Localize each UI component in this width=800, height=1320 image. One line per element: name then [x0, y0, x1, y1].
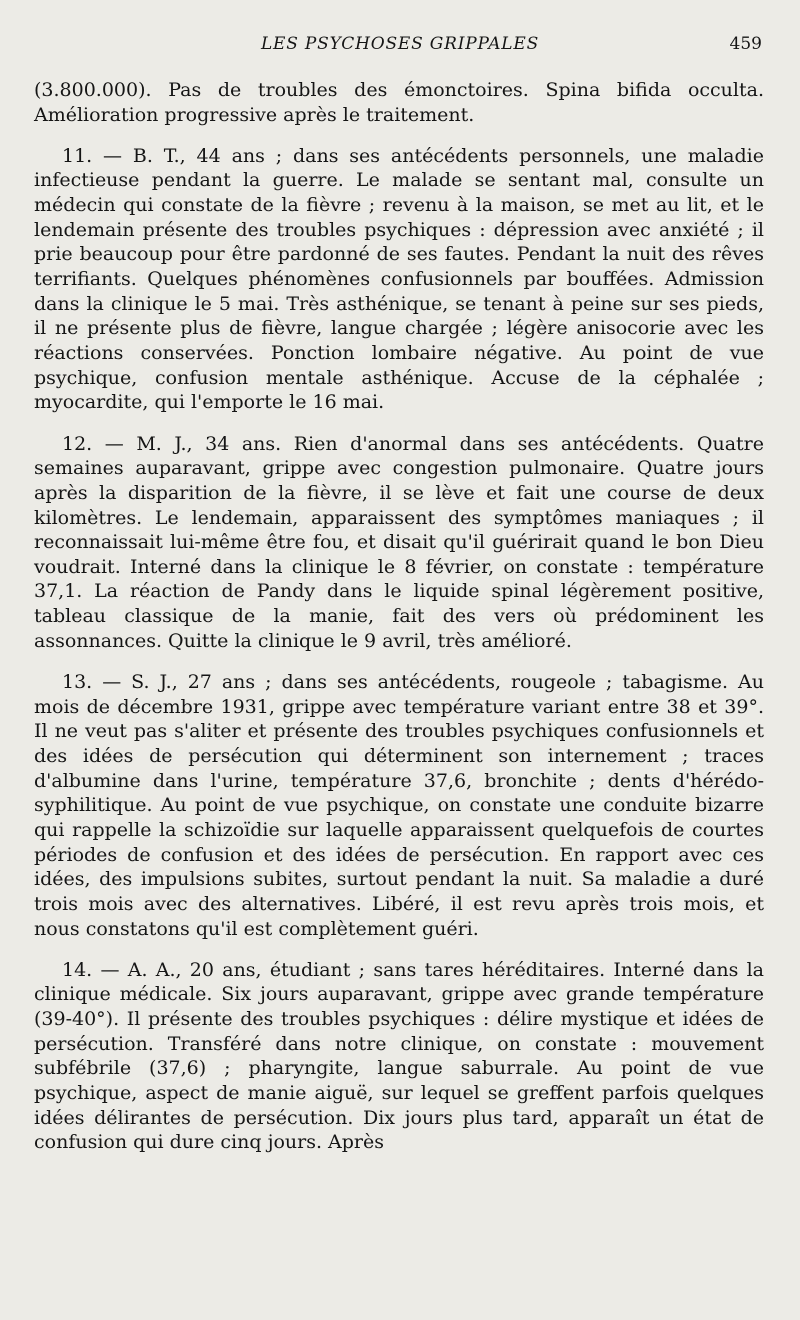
paragraph-case-13: 13. — S. J., 27 ans ; dans ses antécédents, rougeole ; tabagisme. Au mois de décembre 1931, grippe avec température variant entre 38 et 39°. Il ne veut pas s'aliter et présente des troubles psychiques confusionnels et des idées de persécution qui déterminent son internement ; traces d'albumine dans l'urine, température 37,6, bronchite ; dents d'hérédo-syphilitique. Au point de vue psychique, on constate une conduite bizarre qui rappelle la schizoïdie sur laquelle apparaissent quelquefois de courtes périodes de confusion et des idées de persécution. En rapport avec ces idées, des impulsions subites, surtout pendant la nuit. Sa maladie a duré trois mois avec des alternatives. Libéré, il est revu après trois mois, et nous constatons qu'il est complètement guéri. — [34, 670, 764, 940]
paragraph-case-14: 14. — A. A., 20 ans, étudiant ; sans tares héréditaires. Interné dans la clinique médicale. Six jours auparavant, grippe avec grande température (39-40°). Il présente des troubles psychiques : délire mystique et idées de persécution. Transféré dans notre clinique, on constate : mouvement subfébrile (37,6) ; pharyngite, langue saburrale. Au point de vue psychique, aspect de manie aiguë, sur lequel se greffent parfois quelques idées délirantes de persécution. Dix jours plus tard, apparaît un état de confusion qui dure cinq jours. Après — [34, 958, 764, 1154]
page-header — [36, 34, 764, 60]
running-title: LES PSYCHOSES GRIPPALES — [260, 34, 540, 54]
body-text — [34, 78, 764, 1155]
paragraph-continuation: (3.800.000). Pas de troubles des émonctoires. Spina bifida occulta. Amélioration progressive après le traitement. — [34, 79, 764, 126]
page-number: 459 — [729, 34, 762, 54]
paragraph-case-12: 12. — M. J., 34 ans. Rien d'anormal dans ses antécédents. Quatre semaines auparavant, grippe avec congestion pulmonaire. Quatre jours après la disparition de la fièvre, il se lève et fait une course de deux kilomètres. Le lendemain, apparaissent des symptômes maniaques ; il reconnaissait lui-même être fou, et disait qu'il guérirait quand le bon Dieu voudrait. Interné dans la clinique le 8 février, on constate : température 37,1. La réaction de Pandy dans le liquide spinal légèrement positive, tableau classique de la manie, fait des vers où prédominent les assonnances. Quitte la clinique le 9 avril, très amélioré. — [34, 432, 764, 652]
paragraph-case-11: 11. — B. T., 44 ans ; dans ses antécédents personnels, une maladie infectieuse pendant la guerre. Le malade se sentant mal, consulte un médecin qui constate de la fièvre ; revenu à la maison, se met au lit, et le lendemain présente des troubles psychiques : dépression avec anxiété ; il prie beaucoup pour être pardonné de ses fautes. Pendant la nuit des rêves terrifiants. Quelques phénomènes confusionnels par bouffées. Admission dans la clinique le 5 mai. Très asthénique, se tenant à peine sur ses pieds, il ne présente plus de fièvre, langue chargée ; légère anisocorie avec les réactions conservées. Ponction lombaire négative. Au point de vue psychique, confusion mentale asthénique. Accuse de la céphalée ; myocardite, qui l'emporte le 16 mai. — [34, 144, 764, 414]
